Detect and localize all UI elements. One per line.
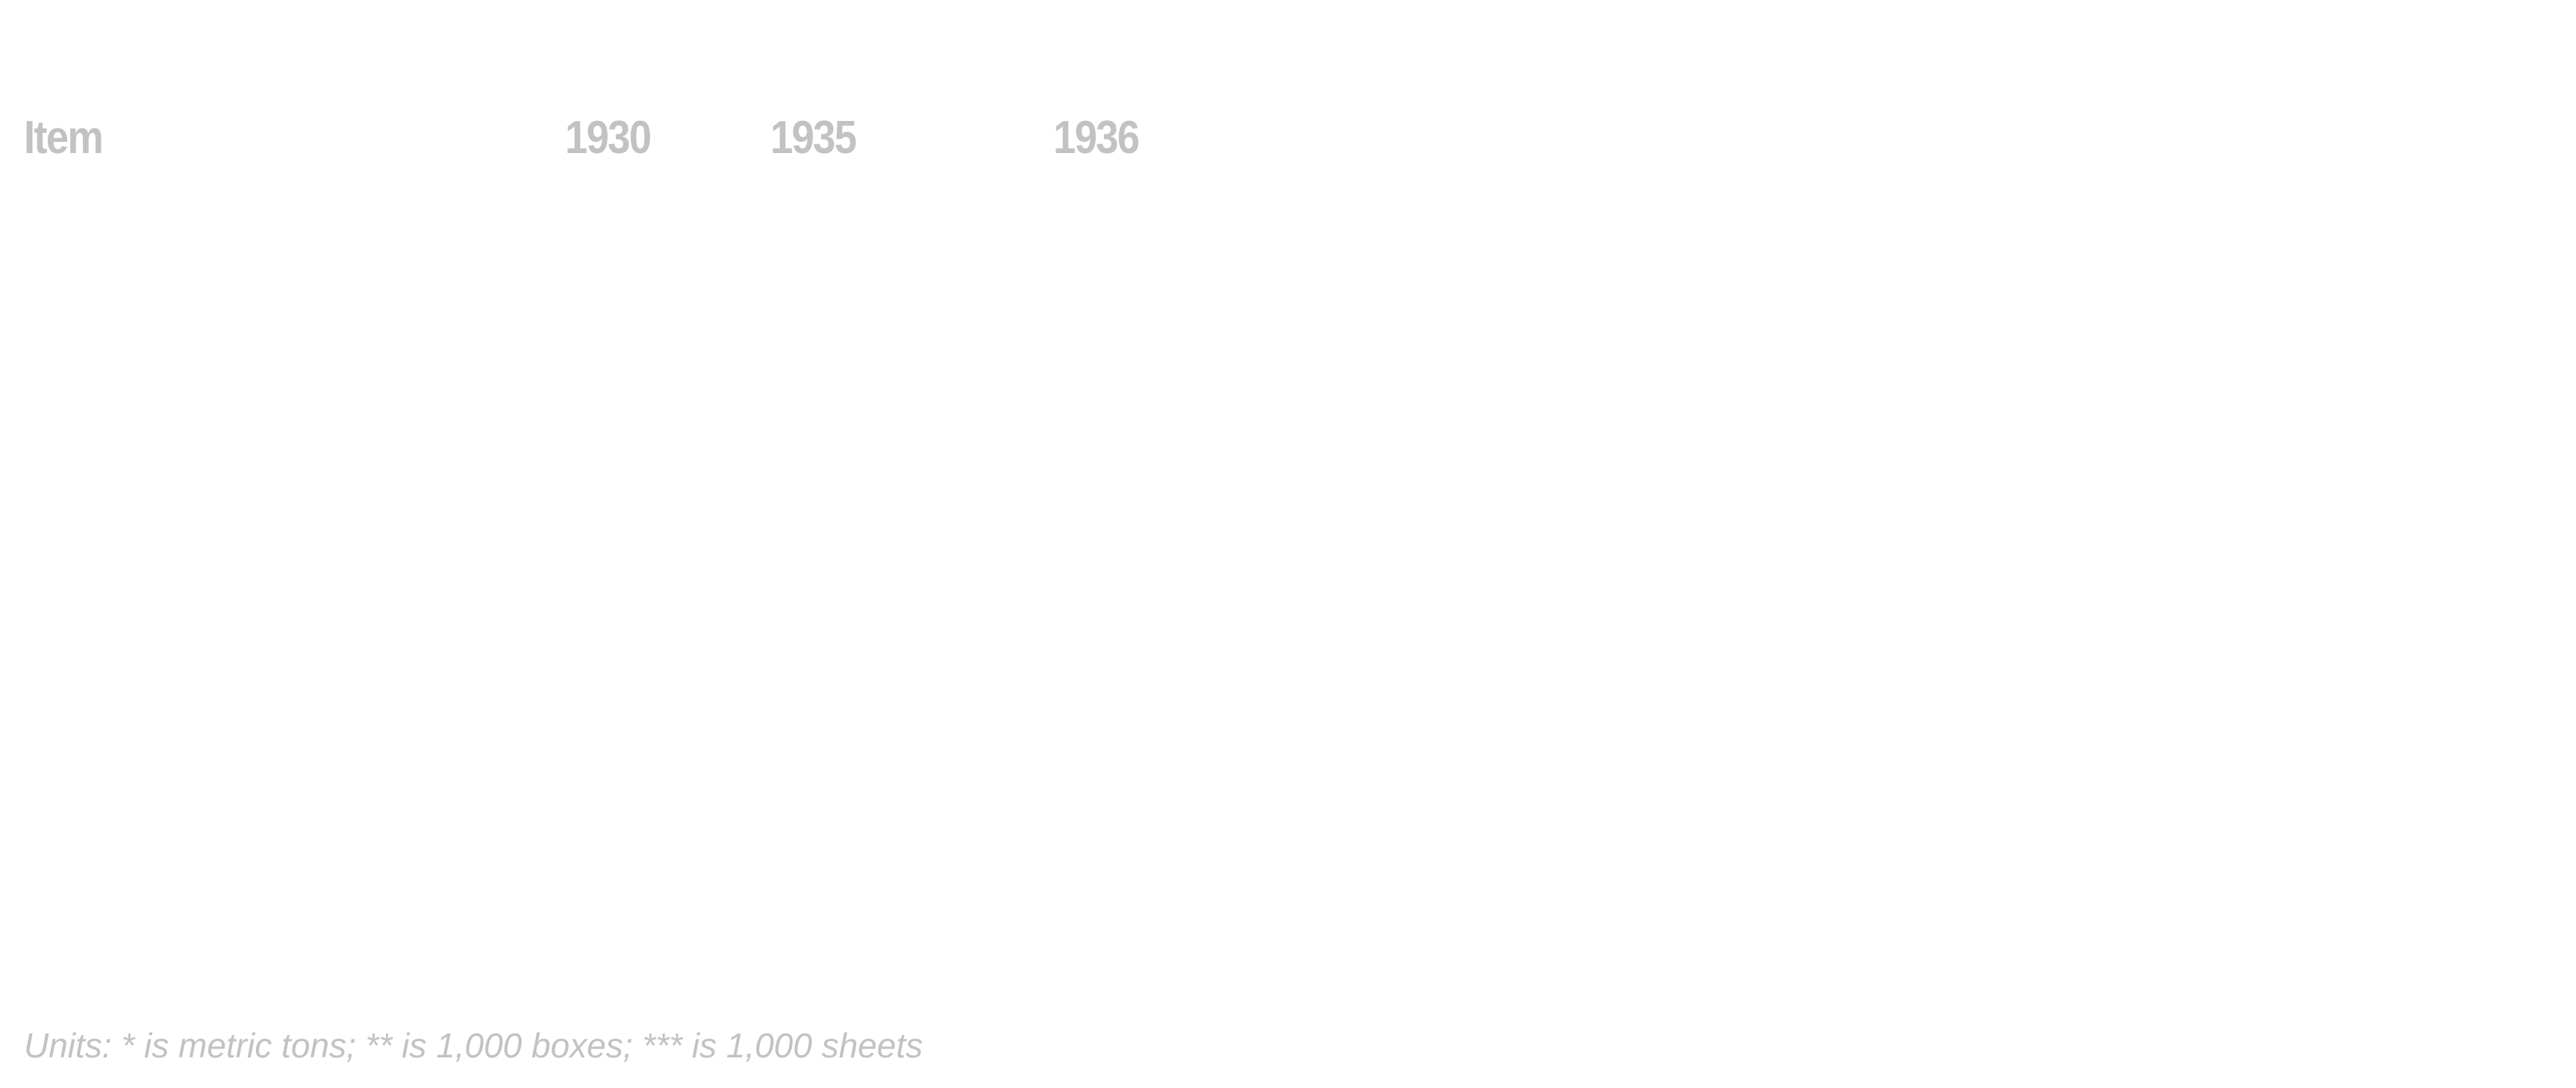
column-header-1936: 1936 bbox=[1053, 112, 1139, 164]
column-header-1935: 1935 bbox=[770, 112, 856, 164]
column-header-1930: 1930 bbox=[565, 112, 651, 164]
column-header-item: Item bbox=[24, 112, 103, 164]
units-footnote: Units: * is metric tons; ** is 1,000 boxes; *** is 1,000 sheets bbox=[24, 1026, 923, 1065]
